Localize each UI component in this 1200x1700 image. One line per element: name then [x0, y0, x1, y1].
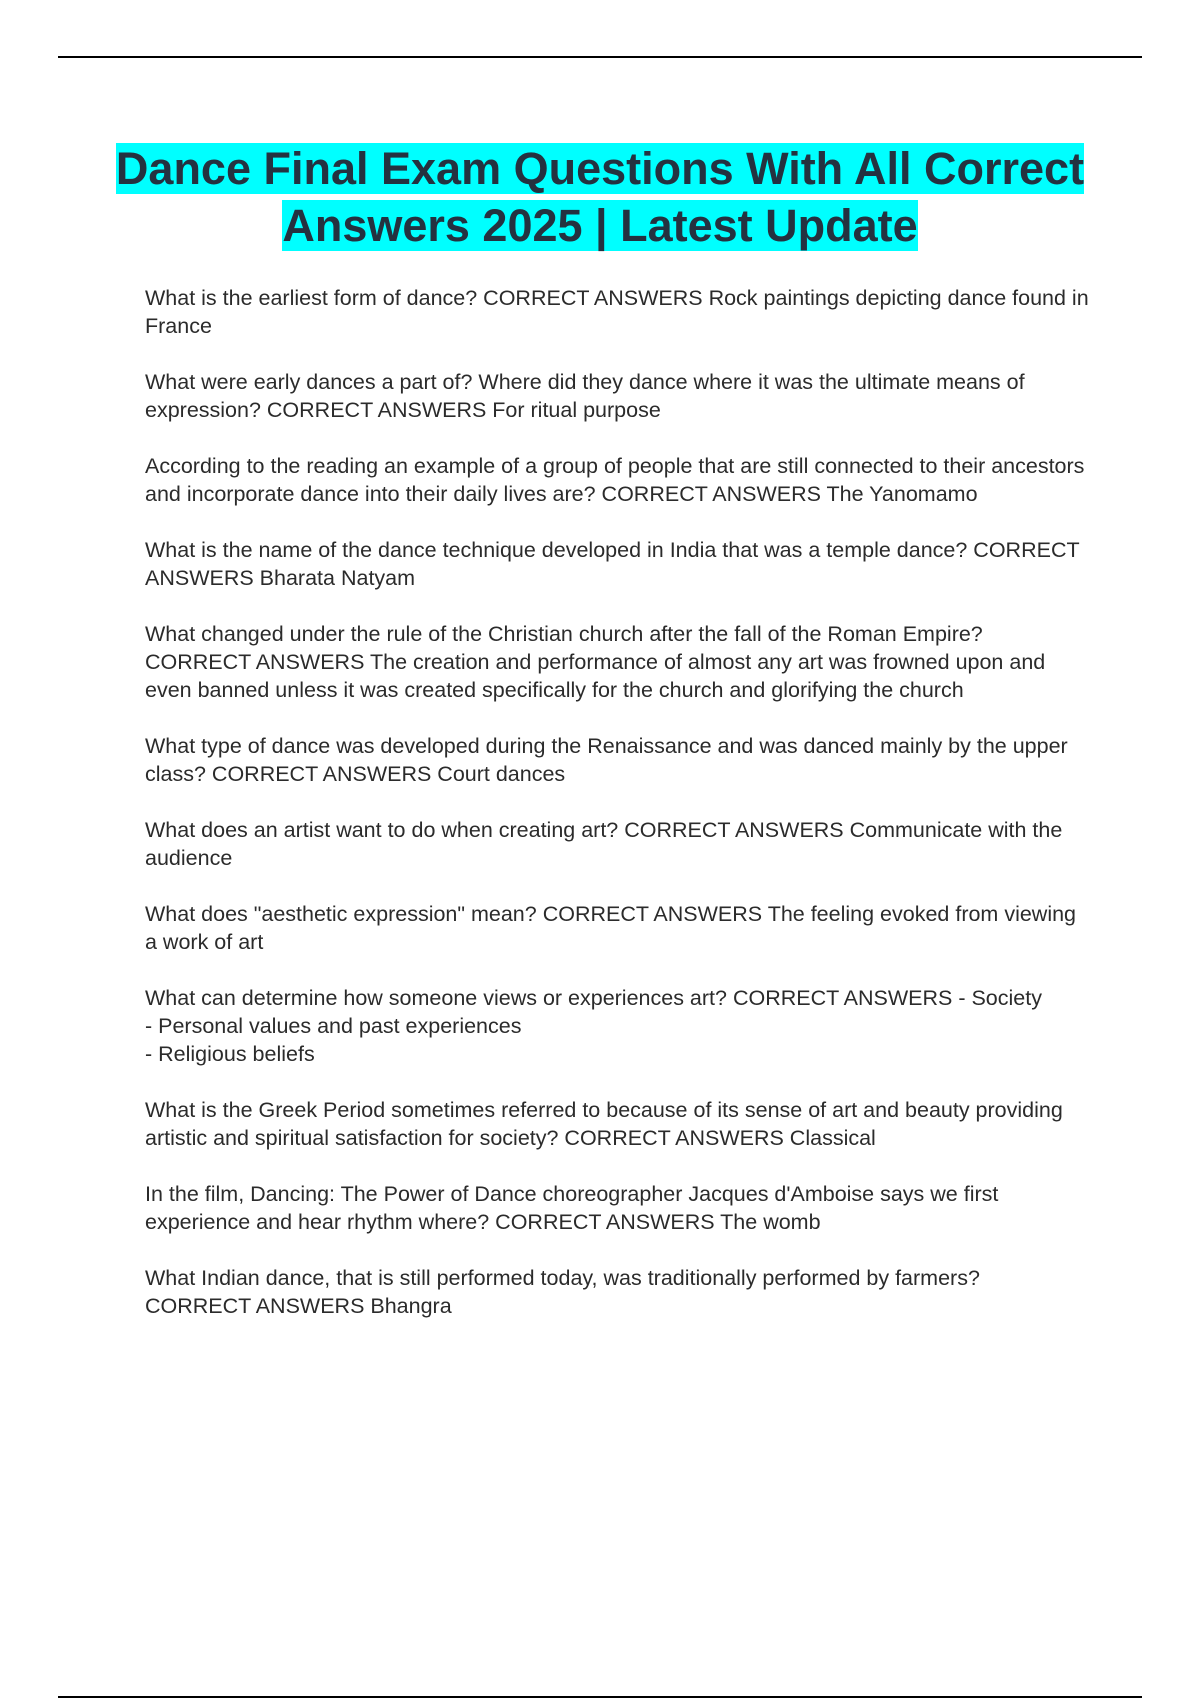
- qa-item: What does "aesthetic expression" mean? CORRECT ANSWERS The feeling evoked from viewing a work of art: [145, 902, 1077, 954]
- qa-item: What can determine how someone views or experiences art? CORRECT ANSWERS - Society - Personal values and past experiences - Religious beliefs: [145, 986, 1042, 1066]
- title-block: [100, 140, 1100, 254]
- qa-item: What type of dance was developed during the Renaissance and was danced mainly by the upper class? CORRECT ANSWERS Court dances: [145, 734, 1068, 786]
- document-title: Dance Final Exam Questions With All Correct Answers 2025 | Latest Update: [115, 143, 1085, 251]
- qa-list: [145, 284, 1090, 1348]
- top-rule: [58, 56, 1142, 58]
- qa-item: What does an artist want to do when creating art? CORRECT ANSWERS Communicate with the audience: [145, 818, 1063, 870]
- bottom-rule: [58, 1696, 1142, 1698]
- qa-item: What were early dances a part of? Where did they dance where it was the ultimate means of expression? CORRECT ANSWERS For ritual purpose: [145, 370, 1025, 422]
- qa-item: According to the reading an example of a group of people that are still connected to their ancestors and incorporate dance into their daily lives are? CORRECT ANSWERS The Yanomamo: [145, 454, 1085, 506]
- qa-item: What changed under the rule of the Christian church after the fall of the Roman Empire? CORRECT ANSWERS The creation and performance of almost any art was frowned upon and even banned unless it was created specifically for the church and glorifying the church: [145, 622, 1046, 702]
- qa-item: What is the name of the dance technique developed in India that was a temple dance? CORRECT ANSWERS Bharata Natyam: [145, 538, 1080, 590]
- qa-item: What Indian dance, that is still performed today, was traditionally performed by farmers? CORRECT ANSWERS Bhangra: [145, 1266, 980, 1318]
- qa-item: What is the earliest form of dance? CORRECT ANSWERS Rock paintings depicting dance found in France: [145, 286, 1089, 338]
- qa-item: In the film, Dancing: The Power of Dance choreographer Jacques d'Amboise says we first experience and hear rhythm where? CORRECT ANSWERS The womb: [145, 1182, 999, 1234]
- qa-item: What is the Greek Period sometimes referred to because of its sense of art and beauty providing artistic and spiritual satisfaction for society? CORRECT ANSWERS Classical: [145, 1098, 1063, 1150]
